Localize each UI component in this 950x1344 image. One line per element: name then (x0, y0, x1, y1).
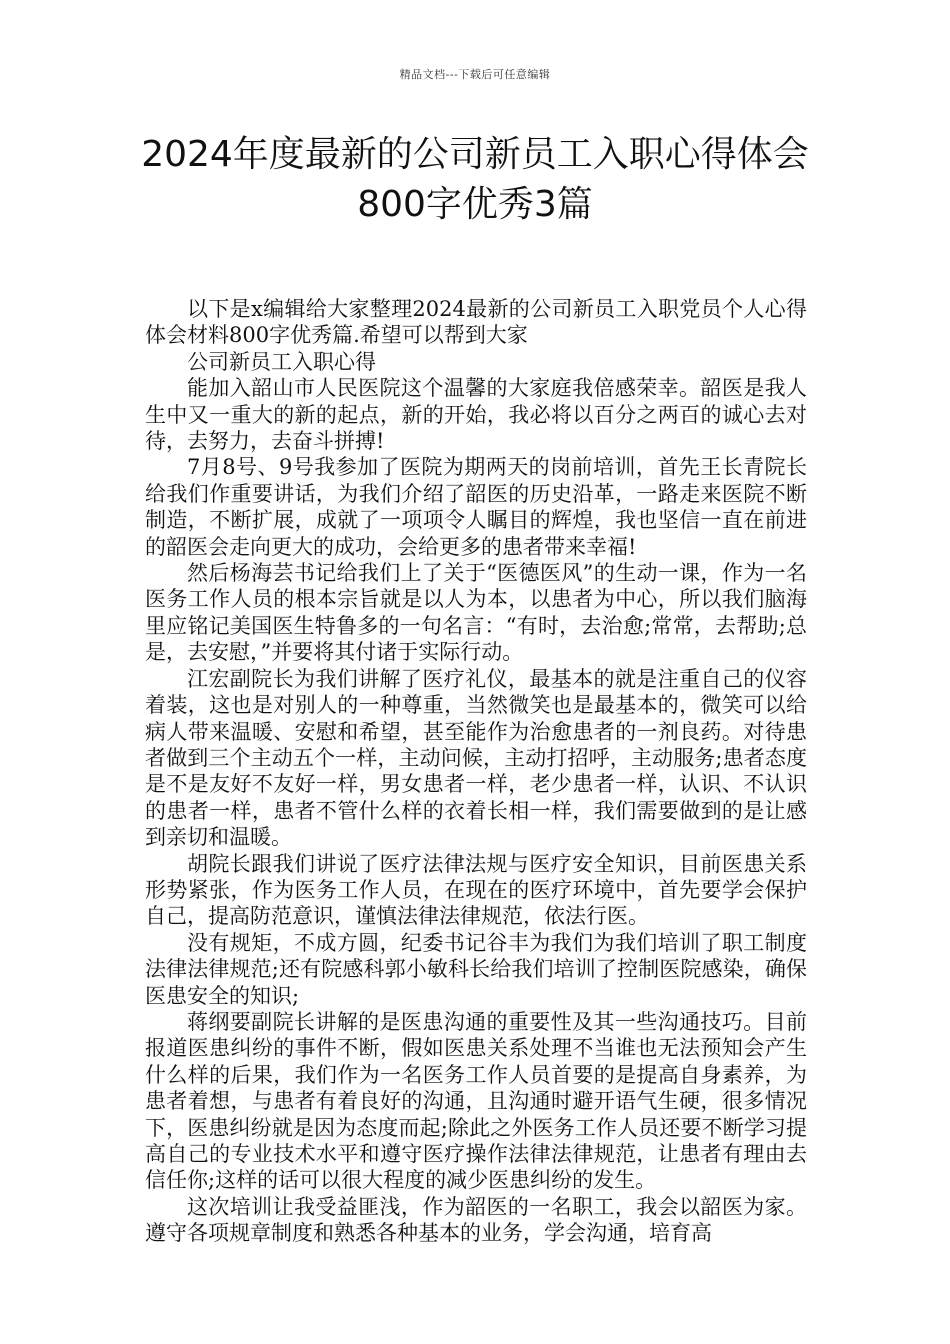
paragraph: 能加入韶山市人民医院这个温馨的大家庭我倍感荣幸。韶医是我人生中又一重大的新的起点，新的开始，我必将以百分之两百的诚心去对待，去努力，去奋斗拼搏! (145, 376, 807, 454)
paragraph: 这次培训让我受益匪浅，作为韶医的一名职工，我会以韶医为家。遵守各项规章制度和熟悉各种基本的业务，学会沟通，培育高 (145, 1194, 807, 1246)
header-note: 精品文档---下载后可任意编辑 (399, 68, 551, 81)
paragraph: 然后杨海芸书记给我们上了关于“医德医风”的生动一课，作为一名医务工作人员的根本宗旨就是以人为本，以患者为中心，所以我们脑海里应铭记美国医生特鲁多的一句名言：“有时，去治愈;常常，去帮助;总是，去安慰，”并要将其付诸于实际行动。 (145, 561, 807, 665)
paragraph: 蒋纲要副院长讲解的是医患沟通的重要性及其一些沟通技巧。目前报道医患纠纷的事件不断，假如医患关系处理不当谁也无法预知会产生什么样的后果，我们作为一名医务工作人员首要的是提高自身素养，为患者着想，与患者有着良好的沟通，且沟通时避开语气生硬，很多情况下，医患纠纷就是因为态度而起;除此之外医务工作人员还要不断学习提高自己的专业技术水平和遵守医疗操作法律法律规范，让患者有理由去信任你;这样的话可以很大程度的减少医患纠纷的发生。 (145, 1009, 807, 1193)
paragraph: 没有规矩，不成方圆，纪委书记谷丰为我们为我们培训了职工制度法律法律规范;还有院感科郭小敏科长给我们培训了控制医院感染，确保医患安全的知识; (145, 930, 807, 1008)
paragraph: 江宏副院长为我们讲解了医疗礼仪，最基本的就是注重自己的仪容着装，这也是对别人的一种尊重，当然微笑也是最基本的，微笑可以给病人带来温暖、安慰和希望，甚至能作为治愈患者的一剂良药。对待患者做到三个主动五个一样，主动问候，主动打招呼，主动服务;患者态度是不是友好不友好一样，男女患者一样，老少患者一样，认识、不认识的患者一样，患者不管什么样的衣着长相一样，我们需要做到的是让感到亲切和温暖。 (145, 666, 807, 850)
paragraph-intro: 以下是x编辑给大家整理2024最新的公司新员工入职党员个人心得体会材料800字优秀篇.希望可以帮到大家 (145, 297, 807, 348)
document-body (145, 296, 807, 1247)
section-heading: 公司新员工入职心得 (187, 349, 376, 374)
document-title: 2024年度最新的公司新员工入职心得体会800字优秀3篇 (141, 134, 809, 225)
paragraph: 7月8号、9号我参加了医院为期两天的岗前培训，首先王长青院长给我们作重要讲话，为我们介绍了韶医的历史沿革，一路走来医院不断制造，不断扩展，成就了一项项令人瞩目的辉煌，我也坚信一直在前进的韶医会走向更大的成功，会给更多的患者带来幸福! (145, 455, 807, 559)
paragraph: 胡院长跟我们讲说了医疗法律法规与医疗安全知识，目前医患关系形势紧张，作为医务工作人员，在现在的医疗环境中，首先要学会保护自己，提高防范意识，谨慎法律法律规范，依法行医。 (145, 851, 807, 929)
